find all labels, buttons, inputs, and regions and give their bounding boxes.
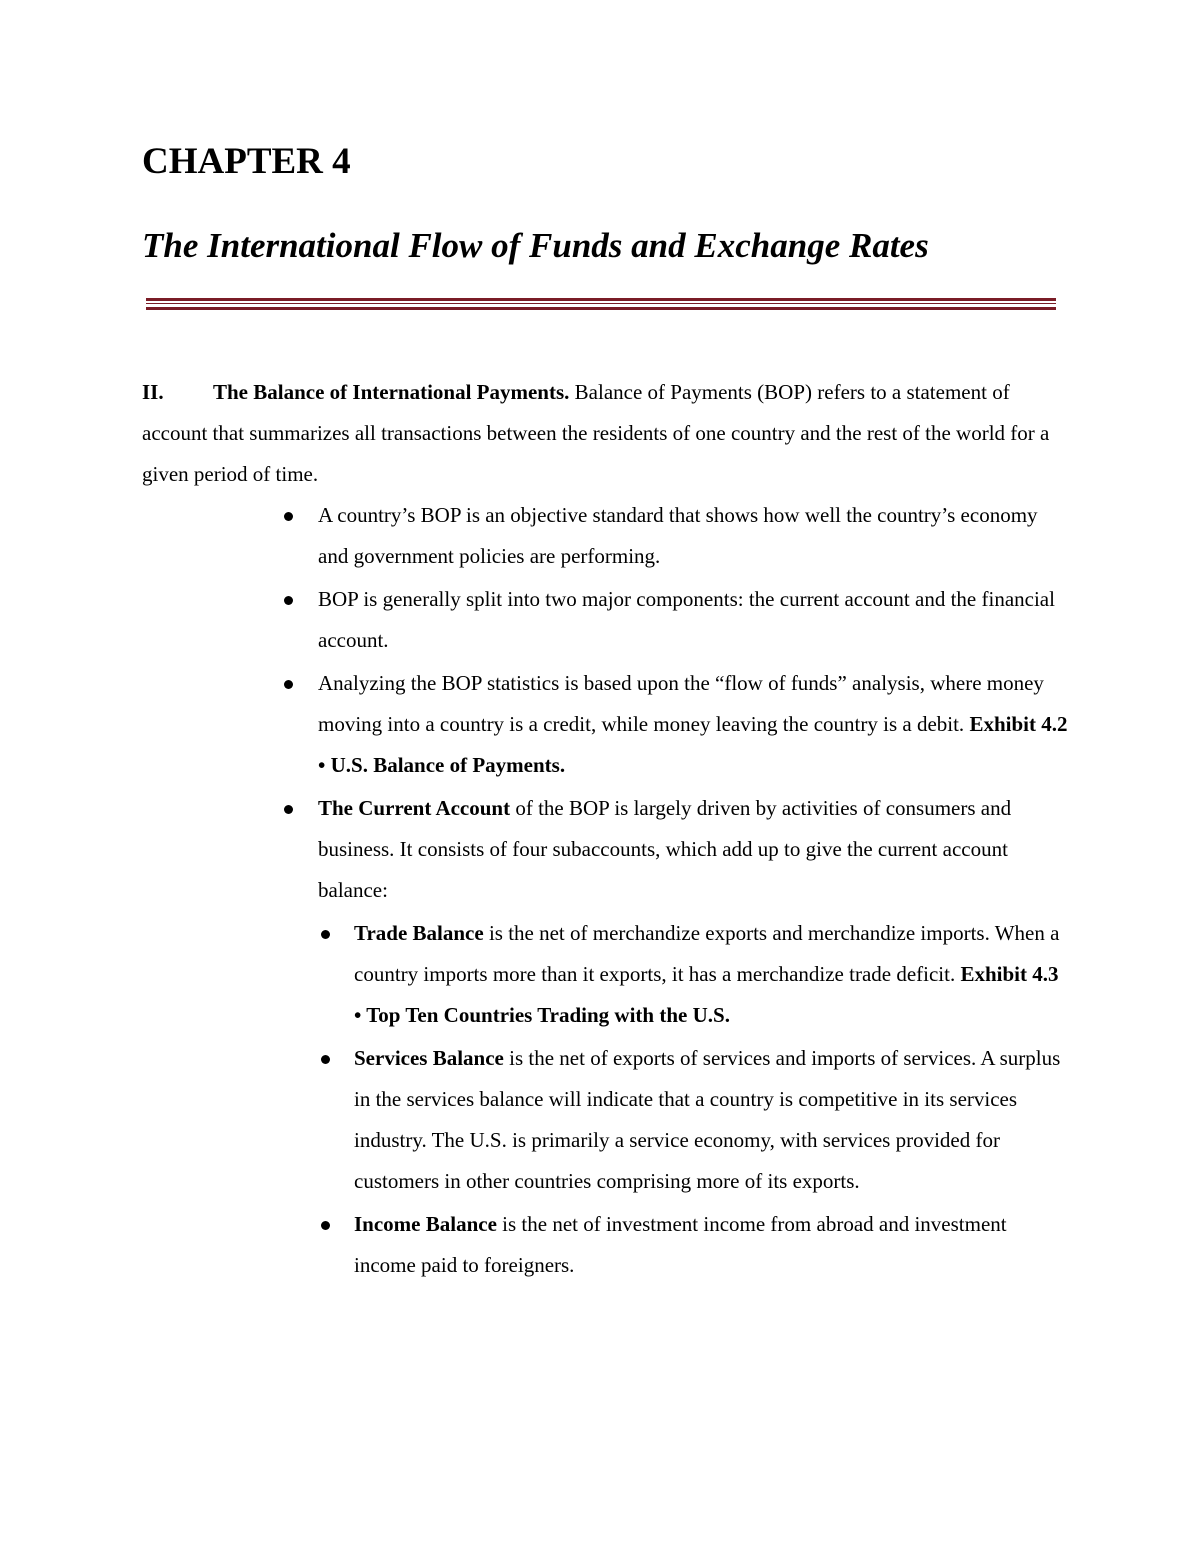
sub-bullet-list bbox=[318, 913, 1070, 1286]
bullet-item-bop-standard bbox=[280, 495, 1070, 577]
sub-bullet-text: is the net of exports of services and imports of services. A surplus in the services balance will indicate that a country is competitive in its services industry. The U.S. is primarily a service economy, with services provided for customers in other countries comprising more of its exports. bbox=[354, 1046, 1061, 1193]
bullet-dot-icon bbox=[284, 596, 293, 605]
bullet-item-flow-of-funds bbox=[280, 663, 1070, 786]
bullet-lead: The Current Account bbox=[318, 796, 511, 820]
exhibit-reference: Exhibit 4.2 • U.S. Balance of Payments. bbox=[318, 712, 1068, 777]
section-text: Balance of Payments (BOP) refers to a statement of account that summarizes all transactions between the residents of one country and the rest of the world for a given period of time. bbox=[142, 380, 1050, 486]
section-title: The Balance of International Payments. bbox=[213, 380, 570, 404]
bullet-text: of the BOP is largely driven by activities of consumers and business. It consists of four subaccounts, which add up to give the current account balance: bbox=[318, 796, 1012, 902]
title-divider-bottom bbox=[146, 307, 1056, 310]
bullet-dot-icon bbox=[321, 930, 330, 939]
sub-bullet-text: is the net of investment income from abroad and investment income paid to foreigners. bbox=[354, 1212, 1007, 1277]
bullet-dot-icon bbox=[284, 805, 293, 814]
bullet-list bbox=[280, 495, 1070, 1288]
bullet-item-bop-components bbox=[280, 579, 1070, 661]
section-number: II. bbox=[142, 380, 164, 404]
bullet-dot-icon bbox=[321, 1055, 330, 1064]
title-divider-middle bbox=[146, 303, 1056, 304]
sub-bullet-lead: Services Balance bbox=[354, 1046, 504, 1070]
bullet-dot-icon bbox=[284, 512, 293, 521]
sub-bullet-item-income-balance bbox=[318, 1204, 1070, 1286]
bullet-item-current-account bbox=[280, 788, 1070, 1286]
bullet-dot-icon bbox=[321, 1221, 330, 1230]
sub-bullet-lead: Trade Balance bbox=[354, 921, 484, 945]
bullet-text: BOP is generally split into two major components: the current account and the financial account. bbox=[318, 587, 1055, 652]
exhibit-reference: Exhibit 4.3 • Top Ten Countries Trading with the U.S. bbox=[354, 962, 1059, 1027]
bullet-text: Analyzing the BOP statistics is based upon the “flow of funds” analysis, where money moving into a country is a credit, while money leaving the country is a debit. bbox=[318, 671, 1044, 736]
sub-bullet-item-services-balance bbox=[318, 1038, 1070, 1202]
section-paragraph bbox=[142, 372, 1062, 495]
bullet-dot-icon bbox=[284, 680, 293, 689]
sub-bullet-lead: Income Balance bbox=[354, 1212, 497, 1236]
sub-bullet-item-trade-balance bbox=[318, 913, 1070, 1036]
title-divider-top bbox=[146, 298, 1056, 301]
sub-bullet-text: is the net of merchandize exports and merchandize imports. When a country imports more than it exports, it has a merchandize trade deficit. bbox=[354, 921, 1060, 986]
chapter-heading: CHAPTER 4 bbox=[142, 141, 351, 182]
chapter-title: The International Flow of Funds and Exchange Rates bbox=[142, 226, 929, 265]
bullet-text: A country’s BOP is an objective standard that shows how well the country’s economy and government policies are performing. bbox=[318, 503, 1038, 568]
